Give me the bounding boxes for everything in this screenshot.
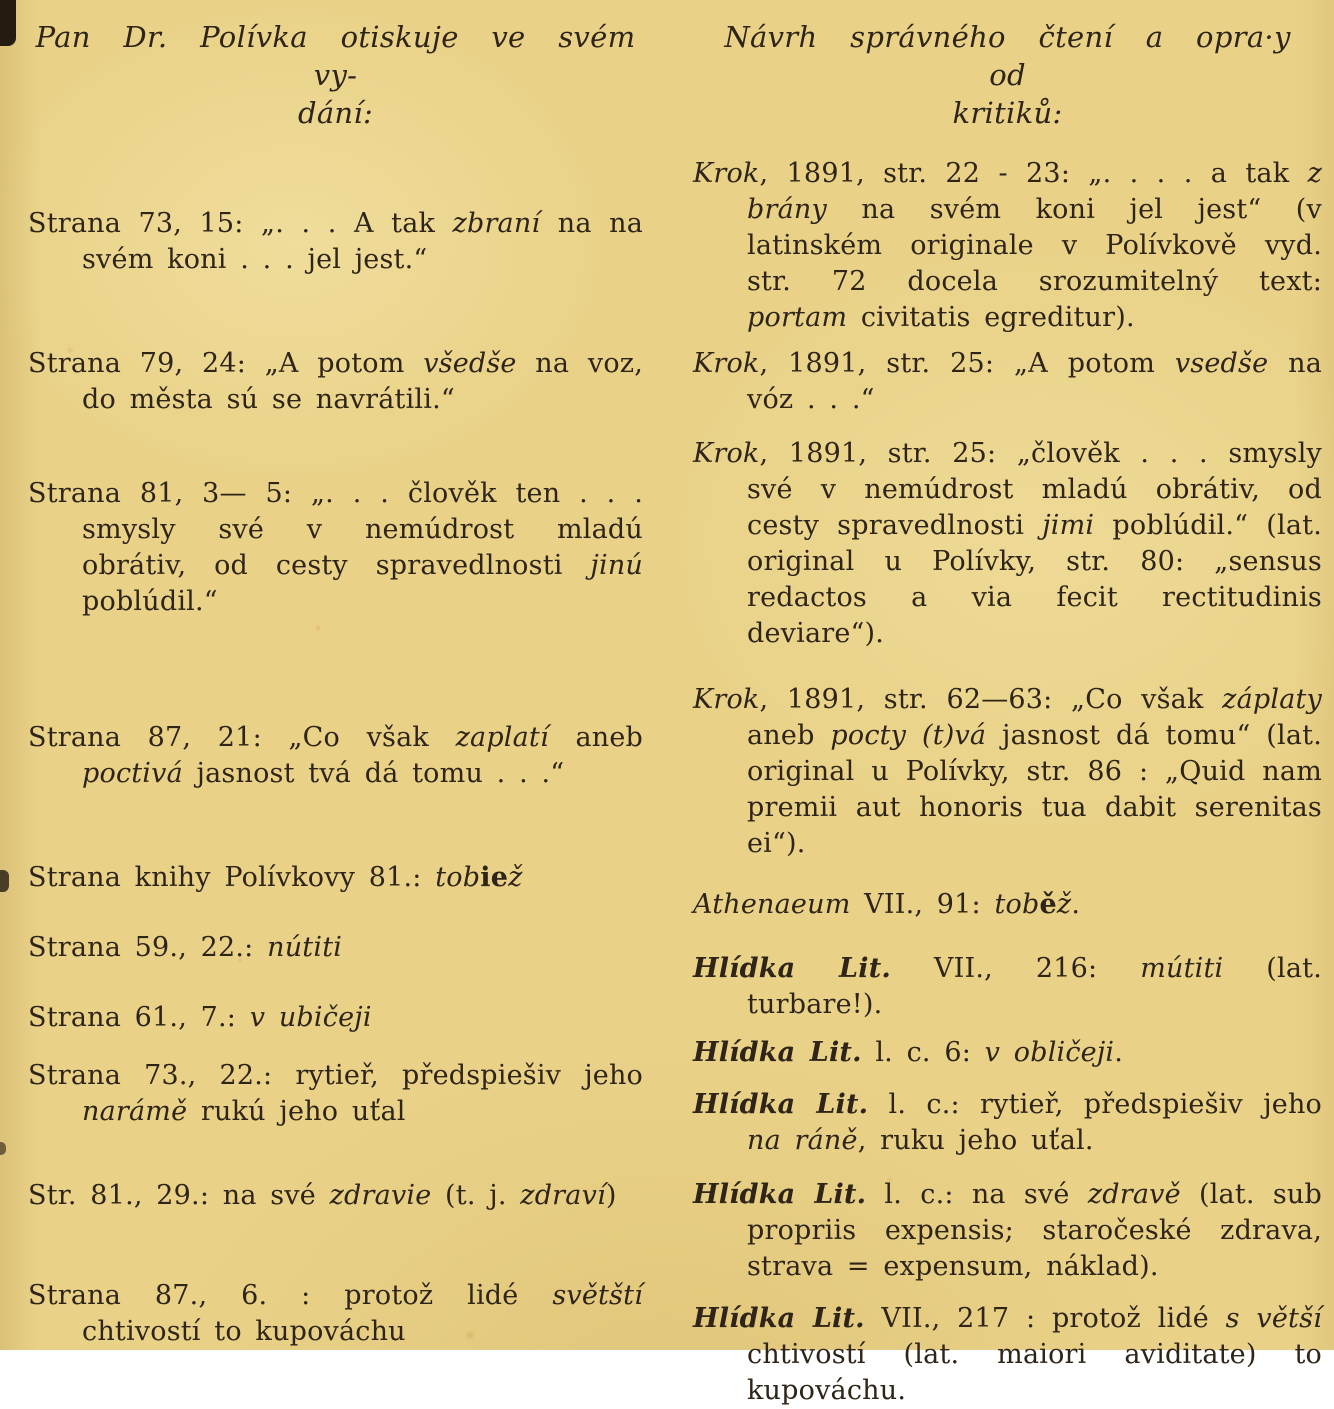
text-segment: všedše <box>423 348 517 379</box>
text-segment: v ubičeji <box>249 1002 372 1033</box>
text-segment: Strana 61., 7.: <box>28 1002 250 1033</box>
entry <box>693 1177 1322 1285</box>
text-segment: jimi <box>1042 510 1095 541</box>
text-segment: mútiti <box>1140 953 1224 984</box>
text-segment: kritiků: <box>952 96 1063 130</box>
text-segment: vsedše <box>1174 348 1269 379</box>
text-segment: . <box>1071 889 1081 920</box>
scan-edge-artifact <box>0 0 16 46</box>
entry <box>693 951 1322 1023</box>
text-segment: zaplatí <box>455 722 549 753</box>
text-segment: světští <box>552 1280 643 1311</box>
text-segment: (lat. turbare!). <box>747 953 1322 1020</box>
text-segment: na ráně <box>747 1125 858 1156</box>
right-column-header <box>693 18 1322 132</box>
text-segment: l. c.: na své <box>866 1179 1088 1210</box>
text-segment: jasnost tvá dá tomu . . .“ <box>182 758 565 789</box>
text-segment: Strana 87, 21: „Co však <box>28 722 456 753</box>
text-segment: Strana 73, 15: „. . . A tak <box>28 208 453 239</box>
text-segment: poctivá <box>82 758 183 789</box>
text-segment: Pan Dr. Polívka otiskuje ve svém vy- <box>35 20 636 92</box>
text-segment: Krok <box>693 438 760 469</box>
text-segment: chtivostí to kupováchu <box>82 1316 406 1347</box>
text-segment: poblúdil.“ <box>82 586 218 617</box>
entry <box>28 720 643 792</box>
text-segment: Strana knihy Polívkovy 81.: <box>28 862 436 893</box>
text-segment: tob <box>435 862 481 893</box>
text-segment: zbraní <box>452 208 541 239</box>
text-segment: (lat. sub propriis expensis; staročeské zdrava, strava = expensum, náklad). <box>747 1179 1322 1282</box>
entry <box>28 346 643 418</box>
text-segment: Athenaeum <box>693 889 851 920</box>
text-segment: záplaty <box>1222 684 1322 715</box>
two-column-layout <box>28 18 1322 1409</box>
text-segment: chtivostí (lat. maiori aviditate) to kupováchu. <box>747 1339 1322 1406</box>
text-segment: Hlídka Lit. <box>693 1179 867 1210</box>
entry <box>693 346 1322 418</box>
text-segment: portam <box>747 302 848 333</box>
right-column <box>693 18 1322 1409</box>
text-segment: zdravie <box>329 1180 432 1211</box>
text-segment: zdraví <box>520 1180 606 1211</box>
entry <box>693 1087 1322 1159</box>
entry <box>28 1178 643 1214</box>
text-segment: Str. 81., 29.: na své <box>28 1180 330 1211</box>
text-segment: aneb <box>747 720 831 751</box>
text-segment: Strana 73., 22.: rytieř, předspiešiv jeho <box>28 1060 643 1091</box>
text-segment: dání: <box>297 96 374 130</box>
entry <box>28 476 643 620</box>
text-segment: Hlídka Lit. <box>693 1303 865 1334</box>
text-segment: (t. j. <box>431 1180 521 1211</box>
text-segment: na voz, do města sú se navrátili.“ <box>82 348 643 415</box>
text-segment: ie <box>480 862 509 893</box>
text-segment: Strana 87., 6. : protož lidé <box>28 1280 553 1311</box>
text-segment: v obličeji <box>984 1037 1115 1068</box>
text-segment: , ruku jeho uťal. <box>857 1125 1094 1156</box>
entry <box>28 1000 643 1036</box>
entry <box>28 930 643 966</box>
text-segment: Hlídka Lit. <box>693 953 891 984</box>
text-segment: jinú <box>590 550 643 581</box>
text-segment: na na svém koni . . . jel jest.“ <box>82 208 643 275</box>
text-segment: Krok <box>693 348 760 379</box>
text-segment: l. c. 6: <box>861 1037 985 1068</box>
text-segment: VII., 91: <box>850 889 995 920</box>
text-segment: l. c.: rytieř, předspiešiv jeho <box>868 1089 1322 1120</box>
text-segment: , 1891, str. 22 - 23: „. . . . a tak <box>759 158 1308 189</box>
left-column-entries <box>28 206 643 1350</box>
entry <box>693 1301 1322 1409</box>
text-segment: . <box>1114 1037 1124 1068</box>
text-segment: poblúdil.“ (lat. original u Polívky, str. 80: „sensus redactos a via fecit rectitudinis deviare“). <box>747 510 1322 649</box>
text-segment: Strana 79, 24: „A potom <box>28 348 424 379</box>
right-column-entries <box>693 156 1322 1409</box>
left-column-header <box>28 18 643 132</box>
text-segment: narámě <box>82 1096 188 1127</box>
entry <box>28 1278 643 1350</box>
entry <box>693 682 1322 862</box>
text-segment: tob <box>994 889 1040 920</box>
text-segment: ž <box>508 862 523 893</box>
entry <box>28 206 643 278</box>
entry <box>693 156 1322 336</box>
text-segment: , 1891, str. 25: „A potom <box>759 348 1175 379</box>
text-segment: z brány <box>747 158 1322 225</box>
text-segment: na vóz . . .“ <box>747 348 1322 415</box>
entry <box>28 860 643 896</box>
text-segment: ž <box>1056 889 1072 920</box>
text-segment: ě <box>1039 889 1057 920</box>
entry <box>693 436 1322 652</box>
entry <box>28 1058 643 1130</box>
left-column <box>28 18 643 1409</box>
text-segment: s větší <box>1225 1303 1322 1334</box>
text-segment: VII., 217 : protož lidé <box>864 1303 1226 1334</box>
text-segment: ) <box>605 1180 617 1211</box>
text-segment: Krok <box>693 158 760 189</box>
scan-edge-artifact <box>0 870 9 892</box>
text-segment: Krok <box>693 684 760 715</box>
text-segment: , 1891, str. 62—63: „Co však <box>759 684 1223 715</box>
text-segment: Strana 59., 22.: <box>28 932 268 963</box>
text-segment: jasnost dá tomu“ (lat. original u Polívky, str. 86 : „Quid nam premii aut honoris tua dabit serenitas ei“). <box>747 720 1322 859</box>
entry <box>693 1035 1322 1071</box>
text-segment: VII., 216: <box>890 953 1141 984</box>
text-segment: aneb <box>548 722 643 753</box>
text-segment: na svém koni jel jest“ (v latinském originale v Polívkově vyd. str. 72 docela srozumitelný text: <box>747 194 1322 297</box>
text-segment: zdravě <box>1087 1179 1181 1210</box>
text-segment: pocty (t)vá <box>830 720 987 751</box>
entry <box>693 887 1322 923</box>
text-segment: , 1891, str. 25: „člověk . . . smysly své v nemúdrost mladú obrátiv, od cesty spravedlnosti <box>747 438 1322 541</box>
scan-edge-artifact <box>0 1142 6 1155</box>
text-segment: civitatis egreditur). <box>847 302 1135 333</box>
text-segment: rukú jeho uťal <box>187 1096 406 1127</box>
text-segment: Návrh správného čtení a opra·y od <box>724 20 1291 92</box>
text-segment: nútiti <box>267 932 343 963</box>
text-segment: Hlídka Lit. <box>693 1089 869 1120</box>
text-segment: Strana 81, 3— 5: „. . . člověk ten . . . smysly své v nemúdrost mladú obrátiv, od cesty spravedlnosti <box>28 478 643 581</box>
text-segment: Hlídka Lit. <box>693 1037 862 1068</box>
